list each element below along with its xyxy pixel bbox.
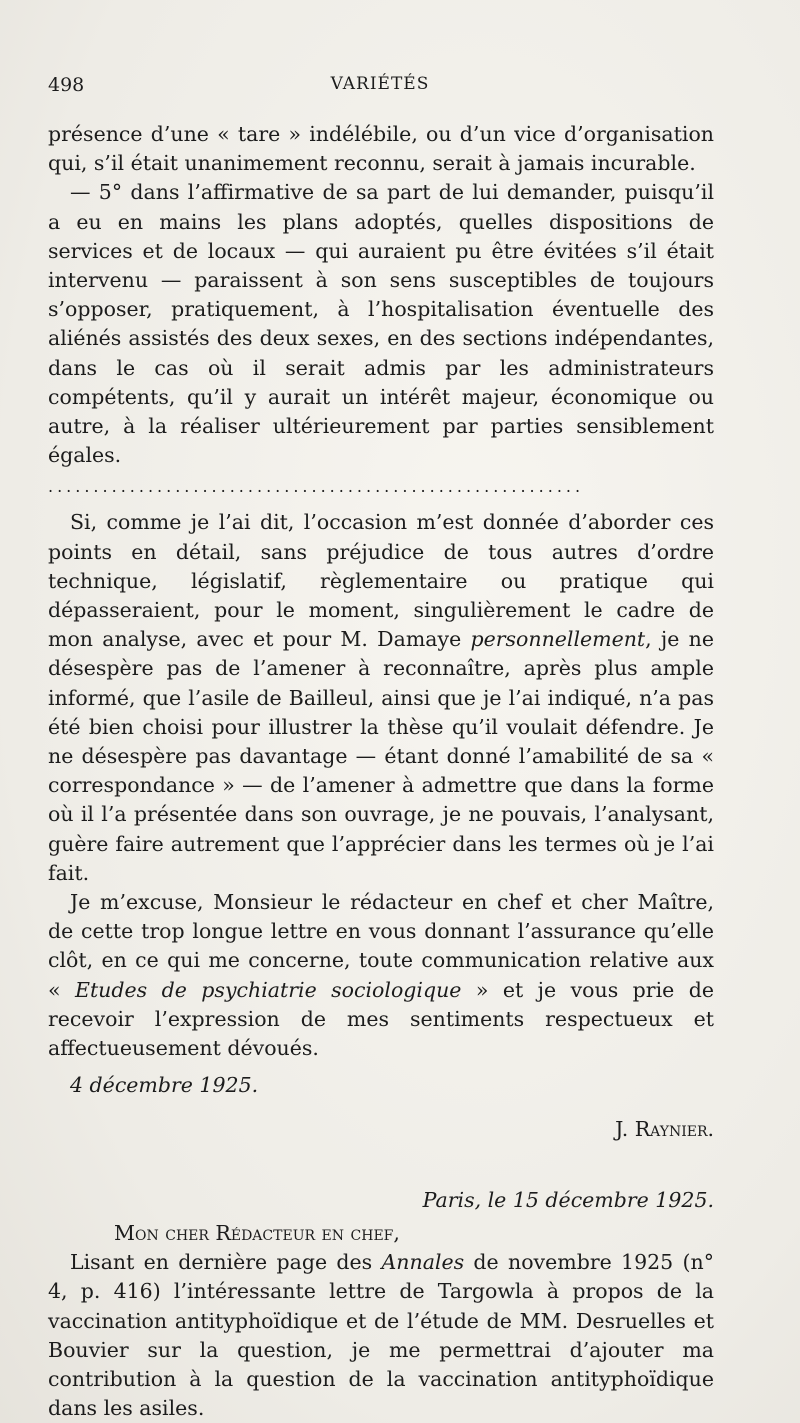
page-body (48, 120, 714, 1423)
text-run: de novembre 1925 (n° 4, p. 416) l’intéressante lettre de Targowla à propos de la vaccination antityphoïdique et de l’étude de MM. Desruelles et Bouvier sur la question, je me permettrai d’ajouter ma contribution à la question de la vaccination antityphoïdique dans les asiles. (48, 1250, 714, 1421)
emphasis-personnellement: personnellement (470, 627, 646, 652)
emphasis-book-title: Etudes de psychiatrie sociologique (74, 977, 462, 1002)
paragraph-closing (48, 888, 714, 1063)
letter2-salutation: Mon cher Rédacteur en chef, (114, 1220, 400, 1245)
text-run: » et je vous prie de recevoir l’expression de mes sentiments respectueux et affectueusement dévoués. (48, 977, 714, 1061)
text-run: Je m’excuse, Monsieur le rédacteur en chef et cher Maître, de cette trop longue lettre en vous donnant l’assurance qu’elle clôt, en ce qui me concerne, toute communication relative aux « (48, 890, 714, 1002)
paragraph-main (48, 508, 714, 888)
letter2-paragraph (48, 1248, 714, 1423)
ellipsis-separator: ........................................................... (48, 477, 585, 497)
letter-date: 4 décembre 1925. (70, 1073, 259, 1098)
text-run: Lisant en dernière page des (70, 1250, 382, 1275)
paragraph-point-5: — 5° dans l’affirmative de sa part de lui demander, puisqu’il a eu en mains les plans adoptés, quelles dispositions de services et de locaux — qui auraient pu être évitées s’il était intervenu — paraissent à son sens susceptibles de toujours s’opposer, pratiquement, à l’hospitalisation éventuelle des aliénés assistés des deux sexes, en des sections indépendantes, dans le cas où il serait admis par les administrateurs compétents, qu’il y aurait un intérêt majeur, économique ou autre, à la réaliser ultérieurement par parties sensiblement égales. (48, 180, 714, 468)
emphasis-annales: Annales (381, 1250, 465, 1275)
running-title: VARIÉTÉS (330, 74, 430, 94)
letter2-place-date: Paris, le 15 décembre 1925. (422, 1187, 714, 1212)
signature: J. Raynier. (615, 1116, 714, 1141)
paragraph-continued: présence d’une « tare » indélébile, ou d’un vice d’organisation qui, s’il était unanimement reconnu, serait à jamais incurable. (48, 122, 714, 176)
page-header (48, 74, 712, 106)
page-number: 498 (48, 74, 85, 96)
text-run: Si, comme je l’ai dit, l’occasion m’est donnée d’aborder ces points en détail, sans préjudice de tous autres d’ordre technique, législatif, règlementaire ou pratique qui dépasseraient, pour le moment, singulièrement le cadre de mon analyse, avec et pour M. Damaye (48, 510, 714, 652)
text-run: , je ne désespère pas de l’amener à reconnaître, après plus ample informé, que l’asile de Bailleul, ainsi que je l’ai indiqué, n’a pas été bien choisi pour illustrer la thèse qu’il voulait défendre. Je ne désespère pas davantage — étant donné l’amabilité de sa « correspondance » — de l’amener à admettre que dans la forme où il l’a présentée dans son ouvrage, je ne pouvais, l’analysant, guère faire autrement que l’apprécier dans les termes où je l’ai fait. (48, 627, 715, 885)
